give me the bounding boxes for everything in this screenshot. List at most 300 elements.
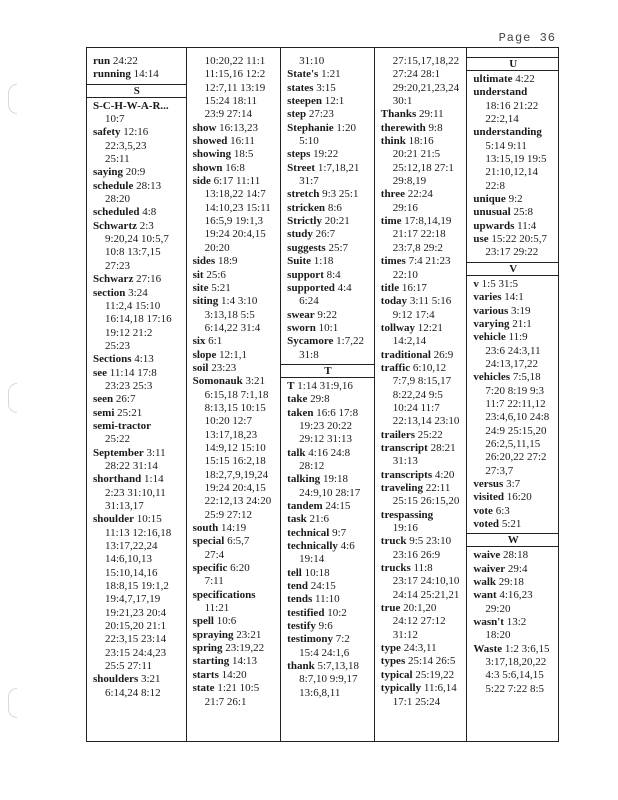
index-page-refs: 6:5,7 xyxy=(224,535,250,548)
index-entry xyxy=(93,180,186,193)
index-term: schedule xyxy=(93,179,134,192)
index-continuation: 18:16 21:22 xyxy=(485,99,539,112)
index-entry xyxy=(93,68,186,81)
index-continuation: 22:12,13 24:20 xyxy=(204,495,272,508)
index-continuation: 22:2,14 xyxy=(485,113,519,126)
index-term: tollway xyxy=(380,321,416,334)
index-entry xyxy=(193,615,281,628)
index-term: talking xyxy=(287,473,321,486)
index-page-refs: 16:11 xyxy=(227,135,255,148)
index-entry xyxy=(193,682,281,695)
index-term: seen xyxy=(93,393,114,406)
index-term: state xyxy=(192,682,215,695)
index-continuation: 30:1 xyxy=(392,95,413,108)
index-page-refs: 19:18 xyxy=(320,473,348,486)
index-continuation: 28:12 xyxy=(299,459,325,472)
index-continuation: 18:20 xyxy=(485,629,511,642)
index-continuation: 27:4 xyxy=(204,548,225,561)
index-entry xyxy=(473,563,558,576)
letter-section-header: V xyxy=(467,262,558,276)
index-page-refs: 4:16,23 xyxy=(496,589,533,602)
index-entry xyxy=(381,509,467,522)
index-term: sides xyxy=(192,255,216,268)
index-term: site xyxy=(192,281,209,294)
index-continuation: 27:24 28:1 xyxy=(392,68,441,81)
index-continuation: 29:20 xyxy=(485,602,511,615)
index-entry xyxy=(193,375,281,388)
index-continuation: 14:10,23 15:11 xyxy=(204,201,271,214)
index-page-refs: 1:7,22 xyxy=(333,335,364,348)
index-continuation: 15:15 16:2,18 xyxy=(204,455,266,468)
index-continuation: 31:13 xyxy=(392,455,418,468)
index-page-refs: 1:20 xyxy=(333,121,356,134)
index-page-refs: 29:4 xyxy=(505,562,528,575)
letter-section-header: T xyxy=(281,364,374,378)
index-entry xyxy=(473,318,558,331)
index-entry xyxy=(93,420,186,433)
binder-hole-mark xyxy=(8,383,17,413)
index-entry xyxy=(473,291,558,304)
index-page-refs: 4:8 xyxy=(139,206,157,219)
index-continuation: 23:6 24:3,11 xyxy=(485,344,541,357)
index-term: technical xyxy=(287,526,330,539)
index-term: waive xyxy=(473,549,501,562)
index-page-refs: 27:16 xyxy=(133,273,162,286)
index-entry xyxy=(381,108,467,121)
index-term: shown xyxy=(192,161,223,174)
index-page-refs: 27:23 xyxy=(306,108,334,121)
index-entry xyxy=(287,567,374,580)
index-page-refs: 25:22 xyxy=(414,428,443,441)
index-continuation: 3:17,18,20,22 xyxy=(485,656,547,669)
index-entry xyxy=(381,442,467,455)
index-continuation: 21:10,12,14 xyxy=(485,166,538,179)
index-page-refs: 9:8 xyxy=(425,121,443,134)
index-entry xyxy=(473,193,558,206)
word-index-grid xyxy=(86,47,559,742)
index-entry xyxy=(287,122,374,135)
index-page-refs: 11:14 17:8 xyxy=(107,366,157,379)
index-term: showed xyxy=(192,135,228,148)
index-entry xyxy=(193,522,281,535)
index-page-refs: 1:18 xyxy=(311,255,334,268)
index-page-refs: 5:21 xyxy=(499,518,522,530)
index-continuation: 15:4 24:1,6 xyxy=(299,646,350,659)
index-continuation: 3:13,18 5:5 xyxy=(204,308,255,321)
index-continuation: 2:23 31:10,11 xyxy=(105,486,166,499)
index-page-refs: 25:19,22 xyxy=(412,668,455,681)
binder-hole-mark xyxy=(8,84,17,114)
index-term: typical xyxy=(380,668,413,681)
index-continuation: 11:21 xyxy=(204,602,230,615)
index-continuation: 10:8 13:7,15 xyxy=(105,246,161,259)
index-entry xyxy=(473,549,558,562)
index-continuation: 23:17 29:22 xyxy=(485,246,539,259)
index-entry xyxy=(381,135,467,148)
index-continuation: 24:14 25:21,21 xyxy=(392,588,460,601)
index-entry xyxy=(287,309,374,322)
index-entry xyxy=(287,633,374,646)
index-entry xyxy=(93,273,186,286)
index-term: special xyxy=(192,535,225,548)
index-page-refs: 26:7 xyxy=(113,393,136,406)
index-continuation: 8:13,15 10:15 xyxy=(204,401,266,414)
index-entry xyxy=(287,527,374,540)
index-entry xyxy=(381,429,467,442)
index-page-refs: 5:21 xyxy=(208,281,231,294)
index-entry xyxy=(287,380,374,393)
index-term: thank xyxy=(287,660,315,673)
index-term: testified xyxy=(287,606,325,619)
index-continuation: 10:24 11:7 xyxy=(392,401,440,414)
index-continuation: 25:9 27:12 xyxy=(204,508,252,521)
index-entry xyxy=(193,282,281,295)
index-continuation: 23:15 24:4,23 xyxy=(105,646,167,659)
index-continuation: 26:20,22 27:2 xyxy=(485,451,547,464)
index-entry xyxy=(93,126,186,139)
index-continuation: 4:3 5:6,14,15 xyxy=(485,669,544,682)
index-entry xyxy=(193,535,281,548)
index-page-refs: 13:2 xyxy=(503,616,527,629)
index-continuation: 5:22 7:22 8:5 xyxy=(485,682,545,695)
index-page-refs: 18:9 xyxy=(215,255,238,268)
index-entry xyxy=(193,295,281,308)
index-term: Schwartz xyxy=(93,219,137,232)
index-continuation: 21:7 26:1 xyxy=(204,695,247,708)
index-page-refs: 3:21 xyxy=(138,673,161,686)
index-term: semi-tractor xyxy=(93,419,152,432)
index-entry xyxy=(193,269,281,282)
index-page-refs: 9:5 23:10 xyxy=(406,535,452,548)
index-term: steepen xyxy=(287,95,322,108)
index-page-refs: 3:7 xyxy=(503,477,521,490)
index-term: scheduled xyxy=(93,206,140,219)
index-entry xyxy=(381,215,467,228)
index-continuation: 14:6,10,13 xyxy=(105,553,153,566)
index-term: vehicle xyxy=(473,331,506,344)
index-page-refs: 12:1 xyxy=(322,95,345,108)
index-page-refs: 3:19 xyxy=(508,304,531,317)
index-continuation: 20:15,20 21:1 xyxy=(105,620,167,633)
index-entry xyxy=(193,335,281,348)
index-entry xyxy=(287,82,374,95)
index-term: types xyxy=(380,655,406,668)
index-term: spraying xyxy=(192,628,234,641)
index-entry xyxy=(287,473,374,486)
index-continuation: 22:3,15 23:14 xyxy=(105,633,167,646)
index-entry xyxy=(93,55,186,68)
index-entry xyxy=(287,593,374,606)
index-term: starting xyxy=(192,655,230,668)
index-entry xyxy=(193,655,281,668)
index-entry xyxy=(93,353,186,366)
index-term: showing xyxy=(192,148,232,161)
index-entry xyxy=(381,255,467,268)
index-page-refs: 4:4 xyxy=(334,281,352,294)
index-page-refs: 28:21 xyxy=(427,441,456,454)
index-page-refs: 15:22 20:5,7 xyxy=(488,233,548,246)
index-page-refs: 16:8 xyxy=(222,161,245,174)
index-entry xyxy=(287,620,374,633)
index-page-refs: 3:11 xyxy=(143,446,166,459)
index-term: ultimate xyxy=(473,73,513,85)
index-term: task xyxy=(287,513,307,526)
index-entry xyxy=(193,148,281,161)
index-entry xyxy=(381,188,467,201)
index-continuation: 13:17,22,24 xyxy=(105,540,158,553)
index-term: supported xyxy=(287,281,335,294)
index-continuation: 26:2,5,11,15 xyxy=(485,437,541,450)
index-continuation: 23:9 27:14 xyxy=(204,108,252,121)
index-term: typically xyxy=(380,682,422,695)
index-entry xyxy=(193,362,281,375)
index-page-refs: 22:11 xyxy=(422,482,451,494)
index-continuation: 19:23 20:22 xyxy=(299,419,353,432)
index-page-refs: 16:17 xyxy=(399,281,427,294)
index-continuation: 24:12 27:12 xyxy=(392,615,446,628)
index-page-refs: 3:21 xyxy=(242,375,266,388)
index-page-refs: 3:15 xyxy=(313,81,336,94)
index-page-refs: 20:9 xyxy=(122,166,146,179)
index-page-refs: 24:22 xyxy=(110,55,138,67)
index-page-refs: 4:22 xyxy=(512,73,535,85)
index-term: Stephanie xyxy=(287,121,334,134)
index-continuation: 29:16 xyxy=(392,201,418,214)
index-term: three xyxy=(380,188,406,201)
index-entry xyxy=(473,491,558,504)
index-continuation: 6:14,24 8:12 xyxy=(105,686,161,699)
index-page-refs: 11:9 xyxy=(505,331,528,344)
index-entry xyxy=(473,643,558,656)
index-page-refs: 4:13 xyxy=(131,353,154,366)
index-term: semi xyxy=(93,406,115,419)
index-term: talk xyxy=(287,446,306,459)
index-entry xyxy=(93,673,186,686)
index-continuation: 13:15,19 19:5 xyxy=(485,153,547,166)
index-column xyxy=(280,48,374,741)
index-page-refs: 11:4 xyxy=(514,219,537,232)
index-continuation: 9:20,24 10:5,7 xyxy=(105,233,169,246)
index-continuation: 7:7,9 8:15,17 xyxy=(392,375,452,388)
index-term: Schwarz xyxy=(93,273,134,286)
index-page-refs: 8:4 xyxy=(323,268,341,281)
index-page-refs: 4:6 xyxy=(337,540,355,553)
index-entry xyxy=(93,367,186,380)
index-page-refs: 23:23 xyxy=(208,361,237,374)
index-continuation: 6:24 xyxy=(299,295,319,308)
index-term: today xyxy=(380,295,408,308)
index-term: tend xyxy=(287,580,308,593)
index-term: states xyxy=(287,81,314,94)
index-term: see xyxy=(93,366,108,379)
index-continuation: 23:7,8 29:2 xyxy=(392,241,443,254)
index-term: voted xyxy=(473,518,500,530)
index-continuation: 25:15 26:15,20 xyxy=(392,495,460,508)
index-entry xyxy=(93,407,186,420)
index-page-refs: 11:8 xyxy=(410,562,433,575)
index-page-refs: 24:3,11 xyxy=(400,642,437,655)
index-page-refs: 24:15 xyxy=(307,580,336,593)
index-page-refs: 25:21 xyxy=(114,406,143,419)
index-page-refs: 25:6 xyxy=(203,268,226,281)
index-page-refs: 25:7 xyxy=(325,241,348,254)
index-continuation: 15:24 18:11 xyxy=(204,95,258,108)
index-continuation: 19:12 21:2 xyxy=(105,326,153,339)
index-term: specific xyxy=(192,562,228,575)
index-entry xyxy=(381,535,467,548)
index-term: title xyxy=(380,281,400,294)
index-entry xyxy=(381,362,467,375)
index-entry xyxy=(287,188,374,201)
index-term: therewith xyxy=(380,121,426,134)
index-page-refs: 6:20 xyxy=(227,562,250,575)
index-term: vote xyxy=(473,504,493,517)
index-page-refs: 1:21 xyxy=(318,68,341,81)
index-continuation: 24:13,17,22 xyxy=(485,357,538,370)
index-term: study xyxy=(287,228,313,241)
index-continuation: 24:9 25:15,20 xyxy=(485,424,547,437)
index-continuation: 19:24 20:4,15 xyxy=(204,228,266,241)
index-term: side xyxy=(192,175,211,188)
index-page-refs: 1:14 31:9,16 xyxy=(294,379,353,392)
index-continuation: 25:5 27:11 xyxy=(105,660,152,673)
index-page-refs: 16:20 xyxy=(503,491,532,504)
index-continuation: 16:5,9 19:1,3 xyxy=(204,215,263,228)
index-continuation: 18:8,15 19:1,2 xyxy=(105,580,169,593)
index-entry xyxy=(473,616,558,629)
index-entry xyxy=(473,206,558,219)
index-page-refs: 7:5,18 xyxy=(510,371,541,384)
index-continuation: 27:23 xyxy=(105,259,131,272)
index-term: soil xyxy=(192,361,209,374)
index-continuation: 20:21 21:5 xyxy=(392,148,441,161)
index-term: traditional xyxy=(380,348,431,361)
index-column xyxy=(466,48,558,741)
index-page-refs: 10:18 xyxy=(301,566,330,579)
index-entry xyxy=(193,122,281,135)
index-page-refs: 9:6 xyxy=(315,620,333,633)
index-entry xyxy=(287,108,374,121)
index-entry xyxy=(193,562,281,575)
index-entry xyxy=(473,478,558,491)
index-term: stretch xyxy=(287,188,320,201)
index-page-refs: 22:24 xyxy=(405,188,433,201)
index-continuation: 19:16 xyxy=(392,522,418,535)
index-entry xyxy=(287,660,374,673)
index-page-refs: 14:1 xyxy=(501,291,524,304)
index-term: varying xyxy=(473,317,510,330)
index-page-refs: 10:2 xyxy=(324,606,347,619)
index-term: trucks xyxy=(380,562,411,575)
index-page-refs: 9:22 xyxy=(314,308,337,321)
index-entry xyxy=(287,228,374,241)
index-page-refs: 12:21 xyxy=(415,321,443,334)
index-entry xyxy=(473,86,558,99)
index-continuation: 14:9,12 15:10 xyxy=(204,441,266,454)
index-entry xyxy=(473,73,558,86)
index-entry xyxy=(93,100,186,113)
index-entry xyxy=(287,282,374,295)
index-entry xyxy=(287,162,374,175)
index-entry xyxy=(473,126,558,139)
index-page-refs: 23:19,22 xyxy=(222,642,265,655)
index-term: use xyxy=(473,233,489,246)
index-term: type xyxy=(380,642,401,655)
index-continuation: 7:20 8:19 9:3 xyxy=(485,384,545,397)
index-page-refs: 9:7 xyxy=(329,526,347,539)
index-continuation: 13:17,18,23 xyxy=(204,428,258,441)
index-page-refs: 20:21 xyxy=(322,215,350,228)
index-entry xyxy=(473,576,558,589)
index-entry xyxy=(473,278,558,291)
index-entry xyxy=(93,220,186,233)
index-page-refs: 29:11 xyxy=(416,108,444,121)
index-entry xyxy=(93,473,186,486)
index-continuation: 12:7,11 13:19 xyxy=(204,81,266,94)
index-page-refs: 10:1 xyxy=(315,321,339,334)
index-term: slope xyxy=(192,348,217,361)
index-entry xyxy=(287,407,374,420)
index-entry xyxy=(193,255,281,268)
index-continuation: 28:20 xyxy=(105,193,131,206)
index-term: traveling xyxy=(380,482,423,494)
index-term: saying xyxy=(93,166,123,179)
index-term: technically xyxy=(287,540,338,553)
index-continuation: 27:15,17,18,22 xyxy=(392,55,460,67)
index-page-refs: 12:1,1 xyxy=(216,348,247,361)
index-continuation: 28:22 31:14 xyxy=(105,459,158,472)
index-continuation: 20:20 xyxy=(204,241,230,254)
index-continuation: 24:9,10 28:17 xyxy=(299,486,361,499)
index-continuation: 18:2,7,9,19,24 xyxy=(204,468,269,481)
index-term: sworn xyxy=(287,321,316,334)
index-term: support xyxy=(287,268,324,281)
index-entry xyxy=(473,371,558,384)
index-entry xyxy=(193,349,281,362)
letter-section-header: U xyxy=(467,57,558,71)
index-continuation: 29:12 31:13 xyxy=(299,433,353,446)
index-term: time xyxy=(380,215,402,228)
index-term: spell xyxy=(192,615,214,628)
index-entry xyxy=(381,602,467,615)
index-column xyxy=(374,48,467,741)
index-column xyxy=(186,48,281,741)
index-continuation: 23:16 26:9 xyxy=(392,548,441,561)
index-term: running xyxy=(93,68,131,81)
index-term: south xyxy=(192,522,219,535)
index-page-refs: 21:1 xyxy=(509,317,532,330)
index-page-refs: 18:16 xyxy=(405,135,434,148)
index-continuation: 31:7 xyxy=(299,175,319,188)
index-term: truck xyxy=(380,535,407,548)
index-continuation: 25:12,18 27:1 xyxy=(392,161,454,174)
index-entry xyxy=(473,589,558,602)
index-term: show xyxy=(192,121,217,134)
index-entry xyxy=(381,655,467,668)
index-term: shorthand xyxy=(93,473,142,486)
index-term: upwards xyxy=(473,219,515,232)
index-term: various xyxy=(473,304,509,317)
index-term: State's xyxy=(287,68,319,81)
index-page-refs: 1:21 10:5 xyxy=(214,682,260,695)
index-page-refs: 28:18 xyxy=(500,549,529,562)
index-page-refs: 28:13 xyxy=(133,179,162,192)
index-page-refs: 26:7 xyxy=(312,228,336,241)
index-entry xyxy=(287,242,374,255)
index-continuation: 31:12 xyxy=(392,628,418,641)
index-term: T xyxy=(287,379,295,392)
index-page-refs: 3:11 5:16 xyxy=(407,295,452,308)
